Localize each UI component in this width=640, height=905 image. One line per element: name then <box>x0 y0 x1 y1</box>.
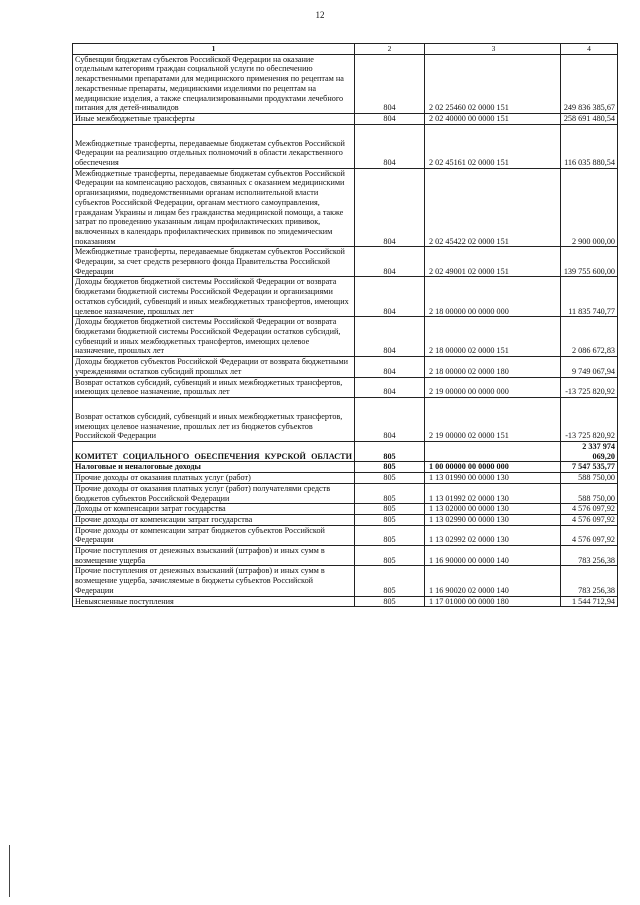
table-row <box>73 54 618 113</box>
row-amount: -13 725 820,92 <box>561 377 618 397</box>
row-amount: 7 547 535,77 <box>561 462 618 473</box>
row-admin-code: 804 <box>355 113 425 124</box>
table-row <box>73 596 618 607</box>
row-amount: 11 835 740,77 <box>561 277 618 317</box>
row-name: Прочие доходы от оказания платных услуг (работ) получателями средств бюджетов субъектов Российской Федерации <box>73 483 355 503</box>
table-row <box>73 168 618 247</box>
table-row <box>73 377 618 397</box>
row-budget-code: 2 02 45161 02 0000 151 <box>425 124 561 168</box>
row-admin-code: 804 <box>355 247 425 277</box>
row-amount: 2 337 974 069,20 <box>561 442 618 462</box>
row-name: Возврат остатков субсидий, субвенций и иных межбюджетных трансфертов, имеющих целевое назначение, прошлых лет из бюджетов субъектов Российской Федерации <box>73 397 355 441</box>
row-admin-code: 805 <box>355 473 425 484</box>
row-name: Межбюджетные трансферты, передаваемые бюджетам субъектов Российской Федерации, за счет средств резервного фонда Правительства Российской Федерации <box>73 247 355 277</box>
column-header-4: 4 <box>561 44 618 55</box>
row-name: Доходы бюджетов бюджетной системы Российской Федерации от возврата бюджетами бюджетной системы Российской Федерации и организациями остатков субсидий, субвенций и иных межбюджетных трансфертов, имеющих целевое назначение, прошлых лет <box>73 277 355 317</box>
row-name: Межбюджетные трансферты, передаваемые бюджетам субъектов Российской Федерации на реализацию отдельных полномочий в области лекарственного обеспечения <box>73 124 355 168</box>
row-amount: 2 086 672,83 <box>561 317 618 357</box>
table-row <box>73 113 618 124</box>
row-admin-code: 804 <box>355 397 425 441</box>
row-admin-code: 805 <box>355 546 425 566</box>
row-admin-code: 805 <box>355 483 425 503</box>
row-budget-code: 1 17 01000 00 0000 180 <box>425 596 561 607</box>
row-amount: 4 576 097,92 <box>561 525 618 545</box>
row-budget-code: 1 13 01990 00 0000 130 <box>425 473 561 484</box>
table-row <box>73 357 618 377</box>
table-row <box>73 504 618 515</box>
table-row <box>73 473 618 484</box>
table-row <box>73 247 618 277</box>
row-budget-code: 1 13 01992 02 0000 130 <box>425 483 561 503</box>
row-name: Доходы бюджетов субъектов Российской Федерации от возврата бюджетными учреждениями остатков субсидий прошлых лет <box>73 357 355 377</box>
row-amount: 2 900 000,00 <box>561 168 618 247</box>
row-amount: 4 576 097,92 <box>561 504 618 515</box>
row-name: Прочие поступления от денежных взысканий (штрафов) и иных сумм в возмещение ущерба <box>73 546 355 566</box>
row-amount: 783 256,38 <box>561 546 618 566</box>
row-admin-code: 805 <box>355 462 425 473</box>
row-budget-code: 2 02 25460 02 0000 151 <box>425 54 561 113</box>
row-admin-code: 804 <box>355 54 425 113</box>
row-amount: 139 755 600,00 <box>561 247 618 277</box>
row-name: Субвенции бюджетам субъектов Российской Федерации на оказание отдельным категориям граждан социальной услуги по обеспечению лекарственными препаратами для медицинского применения по рецептам на лекарственные препараты, медицинскими изделиями по рецептам на медицинские изделия, а также специализированными продуктами лечебного питания для детей-инвалидов <box>73 54 355 113</box>
row-admin-code: 804 <box>355 317 425 357</box>
row-amount: 249 836 385,67 <box>561 54 618 113</box>
row-amount: 588 750,00 <box>561 483 618 503</box>
row-budget-code: 2 19 00000 00 0000 000 <box>425 377 561 397</box>
row-name: Прочие поступления от денежных взысканий (штрафов) и иных сумм в возмещение ущерба, зачисляемые в бюджеты субъектов Российской Федерации <box>73 566 355 596</box>
row-amount: 9 749 067,94 <box>561 357 618 377</box>
row-name: Возврат остатков субсидий, субвенций и иных межбюджетных трансфертов, имеющих целевое назначение, прошлых лет <box>73 377 355 397</box>
row-admin-code: 804 <box>355 124 425 168</box>
row-budget-code: 2 18 00000 00 0000 000 <box>425 277 561 317</box>
row-name: КОМИТЕТ СОЦИАЛЬНОГО ОБЕСПЕЧЕНИЯ КУРСКОЙ ОБЛАСТИ <box>73 442 355 462</box>
table-row <box>73 483 618 503</box>
row-budget-code: 2 02 40000 00 0000 151 <box>425 113 561 124</box>
row-admin-code: 805 <box>355 514 425 525</box>
row-budget-code: 1 16 90000 00 0000 140 <box>425 546 561 566</box>
margin-rule <box>9 845 10 897</box>
revenue-table <box>72 43 618 607</box>
row-name: Доходы от компенсации затрат государства <box>73 504 355 515</box>
row-name: Межбюджетные трансферты, передаваемые бюджетам субъектов Российской Федерации на компенсацию расходов, связанных с оказанием медицинскими организациями, подведомственными органам исполнительной власти субъектов Российской Федерации, органам местного самоуправления, гражданам Украины и лицам без гражданства медицинской помощи, а также затрат по проведению указанным лицам профилактических прививок, включенных в календарь профилактических прививок по эпидемическим показаниям <box>73 168 355 247</box>
row-admin-code: 805 <box>355 504 425 515</box>
table-row <box>73 124 618 168</box>
row-budget-code: 2 02 49001 02 0000 151 <box>425 247 561 277</box>
table-row <box>73 525 618 545</box>
table-row <box>73 397 618 441</box>
row-admin-code: 804 <box>355 277 425 317</box>
table-row <box>73 277 618 317</box>
row-admin-code: 804 <box>355 377 425 397</box>
row-budget-code <box>425 442 561 462</box>
row-name: Невыясненные поступления <box>73 596 355 607</box>
row-budget-code: 1 13 02000 00 0000 130 <box>425 504 561 515</box>
row-amount: 588 750,00 <box>561 473 618 484</box>
row-budget-code: 2 18 00000 02 0000 151 <box>425 317 561 357</box>
row-budget-code: 2 19 00000 02 0000 151 <box>425 397 561 441</box>
column-header-1: 1 <box>73 44 355 55</box>
row-admin-code: 805 <box>355 596 425 607</box>
column-header-3: 3 <box>425 44 561 55</box>
row-admin-code: 805 <box>355 566 425 596</box>
row-amount: -13 725 820,92 <box>561 397 618 441</box>
table-row <box>73 514 618 525</box>
table-row <box>73 317 618 357</box>
table-row <box>73 462 618 473</box>
row-name: Прочие доходы от оказания платных услуг (работ) <box>73 473 355 484</box>
row-budget-code: 2 02 45422 02 0000 151 <box>425 168 561 247</box>
row-admin-code: 805 <box>355 525 425 545</box>
row-amount: 4 576 097,92 <box>561 514 618 525</box>
row-admin-code: 804 <box>355 357 425 377</box>
table-header-row <box>73 44 618 55</box>
row-amount: 783 256,38 <box>561 566 618 596</box>
row-amount: 258 691 480,54 <box>561 113 618 124</box>
row-admin-code: 805 <box>355 442 425 462</box>
row-name: Доходы бюджетов бюджетной системы Российской Федерации от возврата бюджетами бюджетной системы Российской Федерации остатков субсидий, субвенций и иных межбюджетных трансфертов, имеющих целевое назначение, прошлых лет <box>73 317 355 357</box>
column-header-2: 2 <box>355 44 425 55</box>
table-row <box>73 546 618 566</box>
row-budget-code: 1 00 00000 00 0000 000 <box>425 462 561 473</box>
row-admin-code: 804 <box>355 168 425 247</box>
row-amount: 1 544 712,94 <box>561 596 618 607</box>
row-name: Прочие доходы от компенсации затрат бюджетов субъектов Российской Федерации <box>73 525 355 545</box>
page-number: 12 <box>315 10 325 20</box>
row-name: Прочие доходы от компенсации затрат государства <box>73 514 355 525</box>
table-row <box>73 566 618 596</box>
row-budget-code: 1 16 90020 02 0000 140 <box>425 566 561 596</box>
row-budget-code: 1 13 02992 02 0000 130 <box>425 525 561 545</box>
row-name: Иные межбюджетные трансферты <box>73 113 355 124</box>
row-amount: 116 035 880,54 <box>561 124 618 168</box>
row-budget-code: 2 18 00000 02 0000 180 <box>425 357 561 377</box>
row-name: Налоговые и неналоговые доходы <box>73 462 355 473</box>
table-row <box>73 442 618 462</box>
row-budget-code: 1 13 02990 00 0000 130 <box>425 514 561 525</box>
